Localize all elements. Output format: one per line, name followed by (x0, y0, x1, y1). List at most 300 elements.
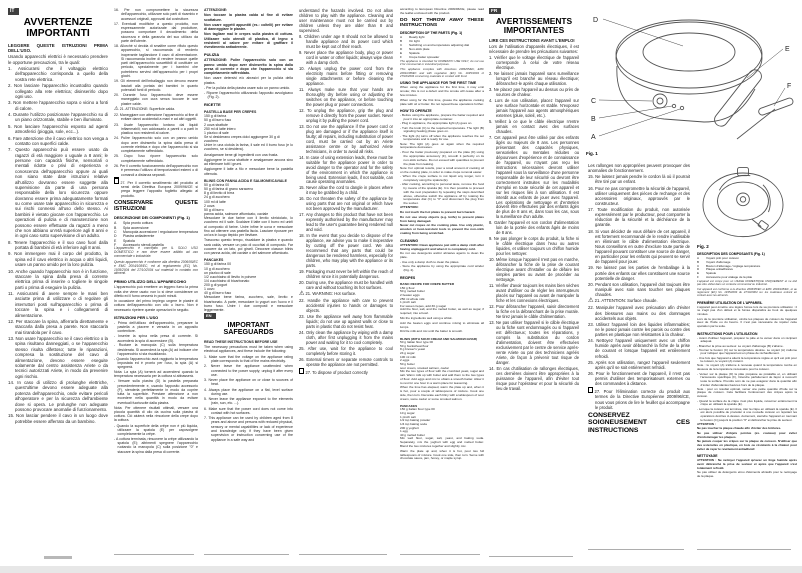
paragraph: understand the hazards involved. Do not allow children to play with the appliance. Cleaning and user maintenance must not be carried out by children unless they are older than 8 and supervised. (299, 8, 393, 33)
numbered-item: 1. Make sure that the voltage on the appliance rating plate corresponds to that of the mains electricity. (204, 354, 293, 363)
bold-paragraph: Ne pas utiliser d'objets pointus (ex. couteau) pour éviter d'endommager les plaques. (697, 430, 797, 439)
numbered-item: 10. Anche quando l'apparecchio non è in funzione, staccare la spina dalla presa di corrente elettrica prima di inserire o togliere le singole parti o prima di eseguire la pulizia. (8, 268, 108, 290)
numbered-item: 3. Ne placez pas l'appareil au dessus ou près de sources de chaleur. (489, 86, 579, 97)
numbered-item: 1. Assicurarsi che il voltaggio elettrico dell'apparecchio corrisponda a quello della vostra rete elettrica. (8, 66, 108, 82)
subsection-heading: PULIZIA (204, 52, 220, 58)
bullet-item: - When the crepe surface is not liquid any longer, turn it completely using the spatula (E). (400, 175, 484, 183)
bullet-item: - Avant d'utiliser l'appareil, préparer la pâte et la verser dans un récipient adéquat. (697, 337, 797, 344)
bullet-item: - Lorsque la cuisson est terminée, ôter la crêpe en utilisant la spatule (E). Il est alors possible de procéder à une nouvelle cuisson en répétant les opérations décrites ci-dessus. Autrement, éteindre l'appareil en tournant le bouton (C) jusqu'à la position "0" et débrancher la prise du secteur. (697, 408, 797, 423)
item-number: 17. (588, 207, 598, 212)
numbered-item: 11. Always make sure that your hands are thoroughly dry before using or adjusting the switches on the appliance, or before touching the power plug or power connections. (299, 86, 393, 107)
ingredient-line: 50 g di farina 00 (204, 183, 230, 188)
numbered-item: 12. Per staccare la spina, afferrarla direttamente e staccarla dalla presa a parete. Non staccarla mai tirandola per il cavo. (8, 318, 108, 335)
item-number: 20. (299, 280, 306, 286)
section-banner: DO NOT THROW AWAY THESE INSTRUCTIONS (400, 17, 484, 28)
ingredient-line: 1 pinch salt (400, 414, 416, 419)
numbered-item: 7. Questo apparecchio può essere usato da ragazzi di età maggiore o uguale a 8 anni; le persone con capacità fisiche, sensoriali o mentali ridotte o privi di esperienza e conoscenza dell'apparecchio oppure ai quali non siano state date istruzioni relative all'utilizzo dovranno essere soggette alla supervisione da parte di una persona responsabile della loro sicurezza oppure dovranno essere prima adeguatamente formati su come usare tale apparecchio in sicurezza e sui rischi connessi all'uso dello stesso. Ai bambini è vietato giocare con l'apparecchio. Le operazioni di pulizia e di manutenzione non possono essere effettuate da ragazzi a meno che non abbiano un'età superiore agli 8 anni e in ogni caso sotto supervisione di un adulto. (8, 147, 108, 239)
component-letter: D (697, 267, 700, 272)
item-number: 20. (588, 281, 596, 287)
numbered-item: 19. Gli elementi dell'imballaggio non devono essere lasciati alla portata dei bambini in quanto potenziali fonti di pericolo. (114, 79, 198, 92)
bullet-item: - Store the appliance by using the appropriate cord winder (Fig. 2). (400, 265, 484, 273)
bullet-item: - Use only a damp cloth to clean the plates. (400, 261, 484, 265)
bullet-item: - Per la pulizia della piastra usare solo un panno umido. (204, 86, 293, 90)
subsection-heading: USING THE APPLIANCE FOR THE FIRST TIME (400, 81, 477, 86)
bullet-item: - Quando la superficie della crêpe non è più liquida, utilizzare la spatola (E) per capovolgere completamente la crêpe. (114, 424, 198, 437)
item-number: 11. (299, 86, 308, 92)
paragraph: The necessary precautions must be taken when using electrical appliances, and these include the following: (204, 345, 293, 354)
item-number: 22. (588, 305, 596, 311)
component-letter: C (697, 263, 700, 268)
column-end-rule (400, 554, 480, 555)
numbered-item: 23. Use the appliance well away from flammable liquids; do not use up against walls or close to parts in plastic that do not resist heat. (299, 314, 393, 330)
numbered-item: 22. Manipuler l'appareil avec précaution afin d'éviter des blessures aux mains ou des dommages accidentels aux objets. (588, 305, 690, 321)
paragraph: In occasione del primo impiego ungere le piastre di cottura dell'apparecchio con olio o burro. Non è necessario ripetere queste operazioni in seguito. (114, 299, 198, 312)
item-number: 1. (8, 66, 19, 72)
item-number: 3. (8, 100, 14, 106)
crossed-out-bin-icon (588, 387, 593, 393)
subsection-heading: ISTRUZIONI PER L'USO (114, 314, 159, 320)
item-number: 18. (299, 233, 307, 239)
ingredient-line: 50 g di burro (204, 207, 224, 212)
numbered-item: 4. Durante l'utilizzo posizionare l'apparecchio su di un piano orizzontale, stabile e ben illuminato. (8, 112, 108, 123)
component-letter: F (400, 54, 402, 59)
crossed-out-bin-icon (114, 178, 119, 184)
subsection-heading: DESCRIPTION DES COMPOSANTS (Fig. 1) (697, 252, 765, 256)
numbered-item: 2. Non lasciare l'apparecchio incustodito quando collegato alla rete elettrica; disinserirlo dopo ogni uso. (8, 83, 108, 99)
numbered-item: 5. Never leave the appliance exposed to the elements (rain, sun, etc. ...). (204, 397, 293, 406)
paragraph: Aggiungere le uova sbattute e amalgamare ancora sino ad eliminare tutti i grumi. (204, 157, 293, 167)
ingredient-line: 50 g di burro fuso (204, 118, 232, 123)
item-number: 15. (8, 413, 17, 419)
numbered-item: 26. Pour le fonctionnement de l'appareil, il n'est pas permis d'utiliser des temporisateurs externes ou des commandes à distance. (588, 370, 690, 387)
column-end-rule (489, 556, 573, 557)
numbered-item: 15. Ne laissez jamais pendre le cordon là où il pourrait être tiré par un enfant. (588, 174, 690, 185)
paragraph: Do not use detergents and/or abrasive agents to clean the plate. (400, 251, 484, 260)
item-number: 11. (489, 283, 496, 289)
ingredient-line: 2 eggs (400, 358, 410, 363)
column-end-rule (588, 549, 684, 550)
bullet-item: - Riporre l'apparecchio utilizzando l'apposito avvolgicavo (Fig. 2). (204, 91, 293, 100)
component-label: Voyant prêt pour cuisson (706, 256, 740, 260)
ingredient-line: 10 g di zucchero (204, 266, 230, 271)
section-title: AVERTISSEMENTS IMPORTANTES (495, 16, 573, 36)
recipe-title: PANCAKES (400, 403, 418, 408)
bullet-item: - Prima dell'utilizzo dell'apparecchio, preparare la pastella a piacere e versarla in un apposito contenitore. (114, 321, 198, 334)
item-number: 21. (119, 106, 126, 111)
item-number: 24. (299, 330, 306, 336)
ingredient-line: 1/4 tsp baking soda (400, 421, 427, 426)
numbered-item: 19. Packaging must never be left within the reach of children since it is potentially dangerous. (299, 269, 393, 280)
fig1-caption: Fig. 1 (586, 151, 598, 156)
cooking-plate (643, 33, 735, 71)
item-number: 10. (8, 268, 16, 274)
numbered-item: 9. Ne pas plonger le corps du produit, la fiche ni le câble électrique dans l'eau ou autres liquides, et utiliser toujours un chiffon humide pour les nettoyer. (489, 236, 579, 257)
item-number: 16. (588, 185, 596, 191)
hot-surface-warning-item: ⚠21. ATTENTION: Surface chaude. (588, 297, 658, 305)
language-tag: EN (204, 313, 216, 318)
numbered-item: 25. Après son utilisation, rangez l'appareil seulement après qu'il se soit entièrement refroidi. (588, 359, 690, 370)
component-letter: F (697, 274, 699, 279)
column-end-rule (114, 554, 194, 555)
numbered-item: 10. Always unplug the power cord from the electricity mains before fitting or removing single attachments or before cleaning the appliance. (299, 65, 393, 86)
component-letter: F (114, 243, 117, 248)
component-label: Non-stick plate (409, 46, 430, 51)
bullet-item: - Before using the appliance, prepare the batter required and pour it into an appropriate container. (400, 114, 484, 122)
item-number: 17. (114, 21, 122, 26)
bold-paragraph: ATTENZIONE: (204, 8, 228, 12)
ingredient-line: 50 g di farina di grano saraceno (204, 187, 254, 192)
item-number: 13. (299, 123, 307, 129)
paragraph: Amalgamare bene gli ingredienti con una frusta. (204, 152, 279, 157)
paragraph: Aggiungere il latte a filo e mescolare bene la pastella ottenuta. (204, 167, 293, 176)
hot-surface-warning-item: ⚠21. ATTENZIONE: Superficie calda. (114, 105, 176, 112)
numbered-item: 4. Lors de son utilisation, placez l'appareil sur une surface horizontale et stable. N'exposez jamais l'appareil aux agents atmosphériques externes (pluie, soleil, etc.). (489, 97, 579, 118)
bold-paragraph: Never cut crepes on the cooking plate. Use only plastic, wooden or heat-resistant tools to prevent the non-stick coating from being scratched. (400, 223, 484, 236)
spatula (712, 67, 764, 129)
component-letter: D (114, 234, 117, 239)
paragraph: Mescolare le due farine con il lievito sbriciolato, lo zucchero ed il sale. Scaldare il latte con il burro ed unirli al composto di farine. Unire infine le uova e mescolare fino ad ottenere una pastella liscia. Lasciare riposare per un'ora in luogo tiepido per lievitare. (204, 216, 293, 238)
paragraph: Warm the plate up and, when it is hot, pour two full tablespoons of mixture. Cook one side, then turn. Serve with chocolate sauce, jam, honey, or maple syrup. (400, 448, 484, 461)
bold-paragraph: READ THESE INSTRUCTIONS BEFORE USE (204, 339, 278, 344)
section-title: AVVERTENZE IMPORTANTI (23, 16, 93, 39)
paragraph: Mix the ingredients well using a whisk. (400, 316, 453, 321)
item-number: 27. (594, 389, 604, 395)
numbered-item: 19. Ne laissez pas les parties de l'emballage à la portée des enfants car elles constituent une source potentielle de danger. (588, 265, 690, 281)
numbered-item: 5. Non lasciare l'apparecchio esposto ad agenti atmosferici (pioggia, sole, ecc...). (8, 123, 108, 135)
numbered-item: 16. Per non compromettere la sicurezza dell'apparecchio, utilizzare solo parti di ricambio e accessori originali, approvati dal costruttore. (114, 8, 198, 21)
bold-paragraph: Do not use sharp objects (e.g. knife) to prevent plates from being damaged. (400, 214, 484, 223)
bullet-item: - The light (A) turns off when the appliance reaches the set temperature and is ready for use. (400, 135, 484, 143)
item-number: 21. (305, 291, 313, 297)
subsection-heading: RECIPES (400, 275, 416, 280)
item-number: 7. (204, 416, 209, 421)
paragraph: Lors de l'utilisation d'appareils électriques, il est nécessaire de prendre les précautions suivantes: (489, 43, 579, 54)
item-number: 14. (8, 380, 18, 386)
item-number: 4. (489, 97, 495, 103)
item-number: 5. (204, 397, 209, 402)
ingredient-line: panna acida, salmone affumicato, caviale (204, 211, 269, 216)
paragraph: When using the appliance for the first time, it may emit smoke; this is not a defect and the smoke will cease after a few minutes. (400, 85, 484, 98)
italic-note: Cet appareil est conforme à la directive 2006/95/EC et EMC 2004/108/EC, et au règlement (EC) No. 1935/2004 du 27/10/2004 sur les matériaux entrant en contact avec les aliments. (697, 287, 797, 298)
item-number: 23. (114, 122, 124, 127)
paragraph: Usando apparecchi elettrici è necessario prendere le opportune precauzioni, tra le quali: (8, 54, 108, 65)
bold-paragraph: ATTENTION : Ne nettoyer l'appareil qu'avec un linge humide après avoir débranché la prise de secteur et après que l'appareil s'est totalement refroidi. (697, 458, 797, 470)
paragraph: Nota: La spia (A) tornerà ad accendersi quando la temperatura necessaria per la cottura si abbasserà. (114, 369, 198, 379)
ingredient-line: 10 g sugar (400, 410, 415, 415)
item-number: 17. (299, 212, 306, 218)
subsection-heading: DESCRIZIONE DEI COMPONENTI (Fig. 1) (114, 215, 190, 221)
item-number: 20. (114, 93, 124, 98)
subsection-heading: PREMIÈRE UTILISATION DE L'APPAREIL (697, 300, 763, 305)
bullet-item: - Verser sur la plaque (D) la pâte préparée au préalable et, en utilisant l'accessoire spécifique (F), l'étendre parfaitement de façon à recouvrir toute la surface. Prendre soin de ne pas exagérer dans la quantité afin d'éviter d'abondantes bavures hors de la plaque. (697, 373, 797, 388)
paragraph: Note: For optimal results, pour a small amount of cooking oil on the cooking plate, in order to make crepe removal easier. (400, 165, 484, 174)
item-number: 27. (120, 180, 128, 185)
numbered-item: 3. Never place the appliance on or close to sources of heat. (204, 378, 293, 387)
item-number: 13. (8, 336, 16, 342)
component-label: Accessoire pour étalage de la pâte (706, 274, 753, 279)
component-letter: A (697, 256, 700, 260)
ready-light (680, 106, 683, 109)
ingredient-line: 24 g di zucchero (204, 195, 230, 200)
component-label: Spatula (409, 50, 420, 55)
component-letter: D (400, 46, 403, 51)
item-number: 16. (299, 196, 307, 202)
paragraph: Unire in una ciotola la farina, il sale ed il burro fuso (e lo zucchero, se si desidera). (204, 143, 293, 152)
item-number: 15. (299, 185, 307, 191)
item-number: 25. (299, 346, 308, 352)
numbered-item: 7. This appliance can be used by children aged from 8 years and above and persons with reduced physical, sensory or mental capabilities or lack of experience and knowledge only if they have been given supervision or instruction concerning use of the appliance in a safe way and (204, 416, 293, 442)
numbered-item: 14. En cas d'utilisation de rallonges électriques, ces dernières doivent être appropriées à la puissance de l'appareil, afin d'éviter tout risque pour l'opérateur et pour la sécurité du lieu de travail. (489, 366, 579, 391)
label-c: C (591, 98, 597, 105)
numbered-item: 8. Garder l'appareil et son cordon d'alimentation loin de la portée des enfants âgés de moins de 8 ans. (489, 220, 579, 236)
ingredient-line: 1/2 tsp baking powder (400, 418, 431, 423)
ingredient-line: 24 g sugar (400, 351, 415, 355)
item-number: 22. (299, 298, 308, 304)
item-number: 12. (8, 318, 16, 324)
ingredient-line: 200 g yoghurt (400, 425, 419, 430)
bullet-item: - Versare sulla piastra (D) la pastella preparata precedentemente e, usando l'apposito accessorio (F), stenderla perfettamente in modo da coprire tutta la superficie. Prestare attenzione a non eccedere nella quantità in modo da evitare eventuali fuoriuscite dalla piastra. (114, 379, 198, 405)
italic-note: The appliance is intended for DOMESTIC USE ONLY, do not use it for commercial or industrial purposes. (400, 58, 484, 67)
component-letter: C (114, 229, 117, 234)
ingredient-line: 50 g butter (400, 361, 415, 366)
subsection-heading: NETTOYAGE (697, 454, 718, 459)
ingredient-line: 2 uova sbattute (204, 122, 228, 127)
fig2-caption: Fig. 2 (697, 244, 709, 249)
numbered-item: 15. Never allow the cord to dangle in places where it may be grabbed by a child. (299, 185, 393, 196)
paragraph: When the time has elapsed, warm the plate up and, when it is hot, pour a couple of tablespoons of mixture. Cook one side, then turn. Decorate each bliny with a tablespoon of sour cream, some caviar or some smoked salmon. (400, 385, 484, 401)
column-fr-1 (489, 8, 579, 554)
component-label: Accessorio stendi-pastella (123, 243, 164, 248)
component-letter: B (697, 259, 700, 264)
numbered-item: 2. Ne laissez jamais l'appareil sans surveillance lorsqu'il est branché au réseau électrique; débranchez-le après chaque utilisation. (489, 70, 579, 86)
label-d: D (593, 17, 599, 24)
numbered-item: 12. To unplug the appliance, grip the plug and remove it directly from the power socket. Never unplug it by pulling the power cord. (299, 107, 393, 123)
item-number: 27. (305, 370, 313, 376)
print-code-mark (44, 556, 72, 559)
item-number: 9. (8, 251, 15, 257)
ingredient-line: 1 pizzico di sale (204, 130, 229, 135)
paragraph: Ne pas utiliser de détergents et/ou d'éléments abrasifs pour le nettoyage de la plaque. (697, 470, 797, 478)
numbered-item: 23. Utilisez l'appareil loin des liquides inflammables; ne le posez jamais contre les parois ou contre des parties en plastique non résistantes à la chaleur. (588, 321, 690, 338)
component-label: Spatule (706, 271, 717, 275)
item-number: 7. (489, 134, 495, 140)
temperature-dial (653, 94, 667, 108)
component-letter: E (697, 271, 700, 275)
item-number: 2. (8, 83, 15, 89)
ingredient-line: 150 g flour (400, 285, 415, 290)
component-letter: A (400, 35, 403, 40)
numbered-item: 8. Children under age 8 should not be allowed to handle appliance and its power cord which must be kept out of their reach. (299, 33, 393, 49)
numbered-item: 7. Cet appareil peut être utilisé par des enfants âgés ou majeurs de 8 ans. Les personnes présentant des capacités physiques, sensorielles ou mentales réduites ou dépourvues d'expérience et de connaissance de l'appareil, ou n'ayant pas reçu les instructions nécessaires devront utiliser l'appareil sous la surveillance d'une personne responsable de leur sécurité ou devront être correctement instruites sur les modalités d'emploi en toute sécurité de cet appareil et sur les risques liés à son utilisation. Il est interdit aux enfants de jouer avec l'appareil. Les opérations de nettoyage et d'entretien doivent être effectuées par des enfants âgés de plus de 8 ans et, dans tous les cas, sous la surveillance d'un adulte. (489, 134, 579, 220)
bullet-item: - Quand la surface de la crêpe n'est plus liquide, retourner entièrement la crêpe en utilisant la spatule (E). (697, 400, 797, 407)
warning-triangle-icon: ⚠ (114, 105, 119, 112)
fig1-crepe-maker-diagram (586, 6, 796, 150)
label-a: A (591, 134, 596, 141)
bold-paragraph: ATTENTION : (697, 421, 716, 426)
item-number: 26. (588, 370, 596, 376)
numbered-item: 26. Per il corretto funzionamento dell'apparecchio non è permesso l'utilizzo di temporizzatori esterni o di comandi a distanza separati. (114, 164, 198, 177)
ingredient-line: 50 g buckwheat flour (400, 343, 429, 348)
subsection-heading: DESCRIPTION OF THE PARTS (Fig. 1) (400, 31, 463, 36)
item-number: 19. (588, 265, 597, 271)
ingredient-line: 1 pinch salt (400, 300, 416, 305)
numbered-item: 15. Non lasciar pendere il cavo in un luogo dove potrebbe essere afferrato da un bambino. (8, 413, 108, 424)
numbered-item: 12. Pour débrancher l'appareil, saisir directement la fiche en la débranchant de la prise murale. Ne tirez jamais le câble d'alimentation. (489, 304, 579, 320)
paragraph: Add the flour, salt, and the melted butter, as well as sugar, if required, into a bowl. (400, 307, 484, 316)
subsection-heading: HOW TO OPERATE (400, 109, 432, 114)
item-number: 19. (299, 269, 306, 275)
item-number: 10. (299, 65, 308, 71)
label-e: E (785, 46, 790, 53)
component-letter: B (114, 225, 117, 230)
subsection-heading: PRIMO UTILIZZO DELL'APPARECCHIO (114, 279, 187, 285)
crossed-out-bin-icon (299, 368, 304, 374)
ingredient-line: 100 ml milk (400, 354, 416, 359)
item-number: 7. (8, 147, 16, 153)
italic-note: L'apparecchio è concepito per IL SOLO USO DOMESTICO e non deve essere adibito ad uso commerciale o industriale. (114, 246, 198, 259)
ingredient-line: Se si desiderano crepes dolci aggiungere 30 g di zucchero (204, 134, 280, 144)
ingredient-line: 40 g di burro fuso (204, 291, 232, 296)
numbered-item: 20. Durante l'uso l'apparecchio deve essere maneggiato con cura senza toccare le sue piastre calde. (114, 93, 198, 106)
component-label: Manopola accensione / regolazione temperatura (123, 229, 198, 234)
ingredient-line: 2 beaten eggs (400, 292, 420, 297)
figure-2 (697, 163, 797, 249)
component-label: Spia accensione (123, 225, 149, 230)
numbered-item: 16. Do not threaten the safety of the appliance by using parts that are not original or which have not been approved by the manufacturer. (299, 196, 393, 212)
bold-paragraph: Non toccare la piastra calda al fine di evitare scottature. (204, 13, 293, 22)
label-b: B (591, 116, 596, 123)
item-number: 23. (299, 314, 307, 320)
numbered-item: 4. Always place the appliance on a flat, level surface during use. (204, 387, 293, 396)
numbered-item: 26. External timers or separate remote controls to operate the appliance are not permitted. (299, 357, 393, 368)
on-light (672, 104, 675, 107)
paragraph: Non usare detersivi e/o abrasivi per la pulizia della piastra. (204, 76, 293, 85)
numbered-item: 18. In the event that you decide to dispose of the appliance, we advise you to make it inoperative by cutting off the power cord. We also recommend that any parts that could be dangerous be rendered harmless, especially for children, who may play with the appliance or its parts. (299, 233, 393, 269)
bullet-item: - Tourner le bouton (C) sur la température désirée. Le voyant (A) s'allume pour indiquer que l'appareil est en phase de réchauffement. (697, 349, 797, 356)
component-label: Spatola (123, 238, 135, 243)
bullet-item: - Quando l'apparecchio avrà raggiunto la temperatura impostata ed è pronto per l'uso, la spia (A) si spegnerà. (114, 357, 198, 370)
component-letter: C (400, 43, 403, 48)
ingredient-line: 8 g di lievito di birra (204, 191, 235, 196)
disposal-item: 27. Pour l'élimination correcte du produit aux termes de la Directive Européenne 2009/96/CE, nous vous prions de lire le feuillet qui accompagne le produit. (588, 387, 690, 410)
bullet-item: - Pour the batter previously prepared on the plate (D) using the appropriate accessory (F), smooth it perfectly on its non-stick surface. Do not exceed with quantities to prevent the plate from leaking. (400, 151, 484, 166)
component-letter: B (400, 39, 403, 44)
bold-paragraph: Ne pas toucher la plaque chaude afin d'éviter des brûlures. (697, 426, 782, 431)
paragraph: L'appareil peut émettre une légère fumée lors de sa première utilisation : il ne s'agit pas d'un défaut et la fumée disparaîtra au bout de quelques minutes. (697, 304, 797, 317)
bullet-item: - Plug in appliance, the appropriate light (A) goes on. (400, 122, 484, 126)
item-number: 2. (489, 70, 495, 76)
numbered-item: 14. In caso di utilizzo di prolunghe elettriche, quest'ultime devono essere adeguate alla potenza dell'apparecchio, onde evitare pericoli all'operatore e per la sicurezza dell'ambiente dove si opera. Le prolunghe non adeguate possono provocare anomalie di funzionamento. (8, 380, 108, 412)
recipe-title: PANCAKES (204, 257, 224, 262)
item-number: 26. (299, 357, 307, 363)
disposal-item: 27. To dispose of product correctly (299, 368, 393, 375)
cord-spool (737, 193, 750, 206)
numbered-item: 22. Maneggiare con attenzione l'apparecchio al fine di evitare danni accidentali a mani e ad altri oggetti. (114, 113, 198, 122)
ingredient-line: 150 g di farina 00 (204, 262, 232, 267)
item-number: 6. (8, 135, 13, 141)
ingredient-line: 150 g Italian flour type 00 (400, 407, 435, 412)
numbered-item: 11. Vérifier d'avoir toujours les mains bien sèches avant d'utiliser ou de régler les interrupteurs placés sur l'appareil ou avant de manipuler la fiche et les connexions électriques. (489, 283, 579, 304)
recipe-title: PASTELLA BASE PER CREPES (204, 109, 257, 114)
bullet-item: - Turn the knob (C) to the required temperature. The light (B) signaling heating phase goes on. (400, 127, 484, 135)
column-it-1 (8, 8, 108, 554)
ingredient-line: 8 g brewer's yeast (400, 347, 426, 352)
component-label: Voyant d'allumage (706, 259, 731, 264)
component-label: Plaque antiadhésive (706, 267, 734, 272)
numbered-item: 10. Même lorsque l'appareil n'est pas en marche, débrancher la fiche de la prise de courant électrique avant d'installer ou de défaire les simples parties ou avant de procéder au nettoyage. (489, 257, 579, 283)
numbered-item: 3. Non mettere l'apparecchio sopra o vicino a fonti di calore. (8, 100, 108, 111)
bullet-item: - After cooking, according to personal taste, remove the food by means of the spatula (E). It is then possible to proceed with the next preparation by repeating the steps described above, otherwise switch the appliance off by rotating the temperature dial (C) to "0" and disconnect the plug from the socket. (400, 183, 484, 206)
paragraph: Note : le voyant (A) s'allume à nouveau quand la température tombe en dessous de la température nécessaire pour la cuisson. (697, 363, 797, 371)
item-number: 22. (114, 113, 120, 118)
ingredient-line: un pizzico di sale (204, 270, 231, 275)
item-number: 13. (489, 320, 497, 326)
item-number: 14. (489, 366, 497, 371)
bold-paragraph: LEGGERE QUESTE ISTRUZIONI PRIMA DELL'USO. (8, 42, 108, 53)
item-number: 3. (489, 86, 494, 92)
ingredient-line: 250 ml di latte intero (204, 126, 236, 131)
column-end-rule (697, 549, 791, 550)
item-number: 15. (588, 174, 596, 180)
bold-paragraph: ATTENZIONE: Pulire l'apparecchio solo con un panno umido dopo aver disinserito la spina dalla presa di corrente e dopo che l'apparecchio si sia completamente raffreddato. (204, 58, 293, 76)
numbered-item: 24. Only clean the appliance by wiping with a damp cloth, after first unplugging it from the mains power and waiting for it to cool completely. (299, 330, 393, 346)
paragraph: according to European Directive 2009/96/CE, please read the leaflet enclosed with the product. (400, 8, 484, 15)
column-end-rule (204, 554, 289, 555)
component-label: Spia pronto cottura (123, 221, 153, 226)
numbered-item: 9. Non immergere mai il corpo del prodotto, la spina ed il cavo elettrico in acqua o altri liquidi, usare un panno umido per la loro pulizia. (8, 251, 108, 268)
numbered-item: 18. Si vous décidez de vous défaire de cet appareil, il est fortement recommandé de le rendre inutilisable en éliminant le câble d'alimentation électrique. Nous conseillons en outre d'exclure toute partie de l'appareil pouvant constituer une source de danger, en particulier pour les enfants qui peuvent se servir de l'appareil pour jouer. (588, 228, 690, 265)
column-it-3-en-1 (204, 8, 293, 554)
item-number: 4. (8, 112, 14, 118)
paragraph: L'apparecchio può emettere un leggero fumo la prima volta che viene usato: non lo si deve considerare un difetto ed il fumo cesserà in pochi minuti. (114, 285, 198, 298)
component-label: Bouton d'allumage / réglage température (706, 263, 761, 268)
paragraph: Drizzle milk and mix until the batter is smooth. (400, 329, 463, 334)
component-letter: A (114, 221, 117, 226)
ingredient-line: 1/4 cucchiaino di bicarbonato (204, 278, 250, 283)
item-number: 25. (114, 154, 125, 159)
numbered-item: 6. Make sure that the power cord does not come into contact with hot surfaces. (204, 406, 293, 415)
ingredient-line: 250 ml whole milk (400, 296, 425, 301)
numbered-item: 20. Pendant son utilisation, l'appareil doit toujours être manipulé avec soin sans toucher ses plaques chaudes. (588, 281, 690, 297)
recipe-title: BLINIS CON PANNA ACIDA E SALMONE/CAVIALE (204, 178, 287, 183)
numbered-item: 17. Toute modification du produit, non autorisée expressément par le producteur, peut comporter la réduction de la sécurité et la déchéance de la garantie. (588, 207, 690, 228)
italic-note: L'appareil est conçu pour un USAGE DOMESTIQUE UNIQUEMENT et ne doit pas être utilisé dans un contexte commercial ou industriel. (697, 279, 797, 286)
paragraph: Mescolare bene farina, zucchero, sale, lievito e bicarbonato. A parte, mescolare lo yogurt con l'uovo e il burro fuso. Unire i due composti e mescolare leggermente. (204, 295, 293, 313)
numbered-item: 5. Veillez à ce que le câble électrique n'entre jamais en contact avec des surfaces chaudes. (489, 118, 579, 134)
column-en-3 (400, 8, 484, 554)
numbered-item: 13. Do not use the appliance if the power cord or plug are damaged or if the appliance itself is faulty; all repairs, including substitution of power cord, must be carried out by an Ariete assistance centre or by authorized Ariete technicians, in order to avoid all risks. (299, 123, 393, 154)
italic-note: Questo apparecchio è conforme alla direttiva 2006/95/EC e EMC 2004/108/EC, ed al regolamento (EC) No. 1935/2004 del 27/10/2004 sui materiali in contatto con alimenti. (114, 259, 198, 276)
hot-surface-warning-item: ⚠21. WARNING: Hot surface. (299, 290, 357, 298)
ingredient-line: 100 ml di latte (204, 199, 226, 204)
item-number: 5. (8, 123, 15, 129)
batter-spreader (758, 97, 794, 116)
ingredient-line: 1 uovo (204, 287, 215, 292)
disposal-item: 27. Per il corretto smaltimento del prodotto ai sensi della Direttiva Europea 2009/96/CE si prega leggere l'apposito foglietto allegato al prodotto. (114, 178, 198, 198)
component-letter: E (114, 238, 117, 243)
numbered-item: 17. Any changes to this product that have not been expressly authorised by the manufacturer may lead to the user's guarantee being rendered null and void. (299, 212, 393, 233)
item-number: 25. (588, 359, 596, 365)
item-number: 5. (489, 118, 495, 124)
item-number: 12. (489, 304, 497, 310)
item-number: 9. (299, 49, 305, 55)
item-number: 3. (204, 378, 209, 383)
bullet-item: - A cottura terminata, rimuovere la crêpe utilizzando la spatola (E); altrimenti spegnere l'apparecchio ruotando la manopola (C) sulla posizione "0" e staccare la spina dalla presa di corrente. (114, 437, 198, 454)
paragraph: Note : pour un résultat optimal, verser une petite quantité d'huile sur la plaque de cuisson. Cela facilitera l'enlèvement des crêpes après la cuisson. (697, 386, 797, 399)
ingredient-line: 2 uova (204, 203, 215, 208)
ingredient-line: For sweet crepes, add 30 g sugar (400, 303, 447, 308)
item-number: 1. (489, 54, 495, 60)
